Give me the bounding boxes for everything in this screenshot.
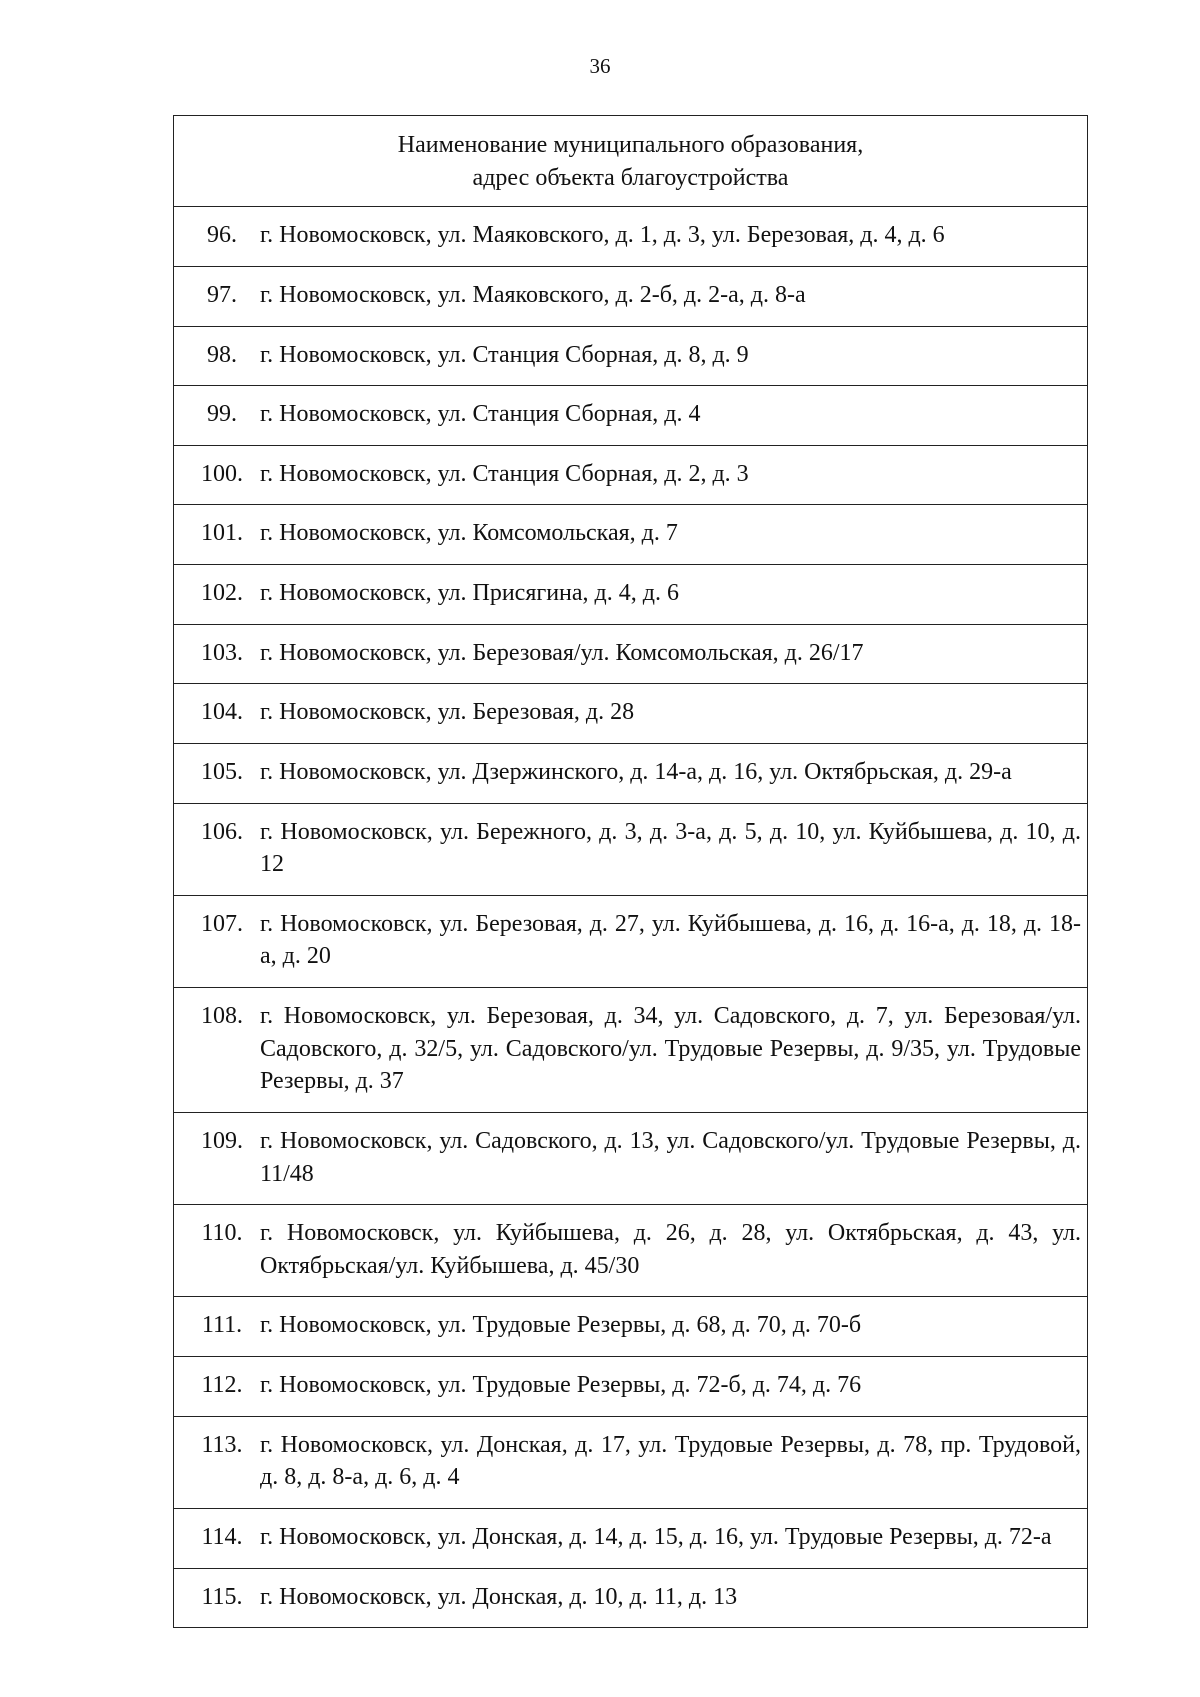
row-content <box>184 908 1081 973</box>
row-address: г. Новомосковск, ул. Садовского, д. 13, ул. Садовского/ул. Трудовые Резервы, д. 11/48 <box>260 1127 1081 1187</box>
table-cell <box>174 1508 1088 1568</box>
row-address: г. Новомосковск, ул. Дзержинского, д. 14-а, д. 16, ул. Октябрьская, д. 29-а <box>260 758 1012 785</box>
row-address: г. Новомосковск, ул. Донская, д. 17, ул. Трудовые Резервы, д. 78, пр. Трудовой, д. 8, д. 8-а, д. 6, д. 4 <box>260 1431 1081 1491</box>
row-number: 96. <box>207 222 237 249</box>
row-content <box>184 756 1081 789</box>
table-cell <box>174 207 1088 267</box>
table-row <box>174 1112 1088 1204</box>
row-address: г. Новомосковск, ул. Трудовые Резервы, д. 68, д. 70, д. 70-б <box>260 1312 862 1339</box>
row-number: 99. <box>207 401 237 428</box>
row-number: 109. <box>201 1127 243 1154</box>
row-address: г. Новомосковск, ул. Бережного, д. 3, д. 3-а, д. 5, д. 10, ул. Куйбышева, д. 10, д. 12 <box>260 818 1081 878</box>
row-address: г. Новомосковск, ул. Березовая, д. 34, ул. Садовского, д. 7, ул. Березовая/ул. Садовского, д. 32/5, ул. Садовского/ул. Трудовые Резервы, д. 9/35, ул. Трудовые Резервы, д. 37 <box>260 1003 1081 1095</box>
row-content <box>184 1309 1081 1342</box>
row-address: г. Новомосковск, ул. Станция Сборная, д. 8, д. 9 <box>260 341 749 368</box>
row-address: г. Новомосковск, ул. Станция Сборная, д. 4 <box>260 401 701 428</box>
row-address: г. Новомосковск, ул. Маяковского, д. 2-б, д. 2-а, д. 8-а <box>260 281 806 308</box>
row-address: г. Новомосковск, ул. Присягина, д. 4, д. 6 <box>260 580 679 606</box>
table-cell <box>174 624 1088 684</box>
row-number: 105. <box>201 758 243 785</box>
table-row <box>174 1508 1088 1568</box>
row-content <box>184 1125 1081 1190</box>
row-number: 111. <box>201 1312 243 1339</box>
table-row <box>174 1357 1088 1417</box>
table-cell <box>174 743 1088 803</box>
row-number: 102. <box>201 580 243 606</box>
row-number: 113. <box>201 1431 243 1458</box>
row-number: 107. <box>201 910 243 937</box>
row-address: г. Новомосковск, ул. Маяковского, д. 1, д. 3, ул. Березовая, д. 4, д. 6 <box>260 222 945 249</box>
row-content <box>184 398 1081 431</box>
row-content <box>184 696 1081 729</box>
table-cell <box>174 1568 1088 1628</box>
page-number: 36 <box>589 54 611 78</box>
table-cell <box>174 386 1088 446</box>
row-address: г. Новомосковск, ул. Комсомольская, д. 7 <box>260 520 678 547</box>
table-cell <box>174 1112 1088 1204</box>
table-row <box>174 743 1088 803</box>
table-row <box>174 684 1088 744</box>
table-row <box>174 1416 1088 1508</box>
row-address: г. Новомосковск, ул. Березовая, д. 27, ул. Куйбышева, д. 16, д. 16-а, д. 18, д. 18-а, д. 20 <box>260 910 1081 970</box>
table-cell <box>174 565 1088 625</box>
table-cell <box>174 895 1088 987</box>
row-content <box>184 458 1081 491</box>
row-number: 103. <box>201 639 243 666</box>
table-header-cell <box>174 116 1088 207</box>
row-content <box>184 1217 1081 1282</box>
table-row <box>174 988 1088 1113</box>
row-content <box>184 816 1081 881</box>
table-cell <box>174 1205 1088 1297</box>
table-cell <box>174 266 1088 326</box>
row-number: 114. <box>201 1523 243 1550</box>
row-content <box>184 517 1081 550</box>
row-address: г. Новомосковск, ул. Куйбышева, д. 26, д. 28, ул. Октябрьская, д. 43, ул. Октябрьская/ул. Куйбышева, д. 45/30 <box>260 1220 1081 1279</box>
row-content <box>184 1581 1081 1614</box>
table-body <box>174 116 1088 1628</box>
row-content <box>184 1369 1081 1402</box>
row-number: 112. <box>201 1372 243 1398</box>
table-row <box>174 266 1088 326</box>
table-row <box>174 505 1088 565</box>
row-number: 115. <box>201 1583 243 1610</box>
table-row <box>174 445 1088 505</box>
row-content <box>184 339 1081 372</box>
table-cell <box>174 505 1088 565</box>
row-address: г. Новомосковск, ул. Донская, д. 14, д. 15, д. 16, ул. Трудовые Резервы, д. 72-а <box>260 1523 1052 1550</box>
row-content <box>184 1521 1081 1554</box>
row-content <box>184 279 1081 312</box>
row-content <box>184 219 1081 252</box>
table-cell <box>174 1416 1088 1508</box>
row-content <box>184 577 1081 610</box>
table-row <box>174 326 1088 386</box>
row-content <box>184 637 1081 670</box>
row-number: 106. <box>201 818 243 845</box>
row-number: 100. <box>201 460 243 487</box>
table-row <box>174 386 1088 446</box>
row-content <box>184 1000 1081 1098</box>
table-cell <box>174 1357 1088 1417</box>
row-number: 104. <box>201 699 243 726</box>
row-number: 97. <box>207 281 237 308</box>
table-cell <box>174 1297 1088 1357</box>
table-row <box>174 895 1088 987</box>
row-address: г. Новомосковск, ул. Березовая, д. 28 <box>260 699 635 726</box>
table-header-row <box>174 116 1088 207</box>
table-row <box>174 1297 1088 1357</box>
header-line: адрес объекта благоустройства <box>472 164 789 191</box>
row-number: 108. <box>201 1003 243 1029</box>
table-row <box>174 565 1088 625</box>
table-cell <box>174 326 1088 386</box>
row-content <box>184 1429 1081 1494</box>
table-cell <box>174 684 1088 744</box>
row-number: 110. <box>201 1220 243 1247</box>
table-row <box>174 624 1088 684</box>
table-row <box>174 207 1088 267</box>
row-address: г. Новомосковск, ул. Березовая/ул. Комсомольская, д. 26/17 <box>260 639 864 666</box>
table-cell <box>174 445 1088 505</box>
table-cell <box>174 803 1088 895</box>
row-number: 98. <box>207 341 237 368</box>
table-row <box>174 803 1088 895</box>
row-address: г. Новомосковск, ул. Станция Сборная, д. 2, д. 3 <box>260 460 749 487</box>
table-row <box>174 1205 1088 1297</box>
table-cell <box>174 988 1088 1113</box>
row-address: г. Новомосковск, ул. Донская, д. 10, д. 11, д. 13 <box>260 1583 738 1610</box>
row-address: г. Новомосковск, ул. Трудовые Резервы, д. 72-б, д. 74, д. 76 <box>260 1372 862 1398</box>
address-table <box>173 115 1088 1628</box>
table-row <box>174 1568 1088 1628</box>
row-number: 101. <box>201 520 243 547</box>
header-line: Наименование муниципального образования, <box>397 132 864 158</box>
